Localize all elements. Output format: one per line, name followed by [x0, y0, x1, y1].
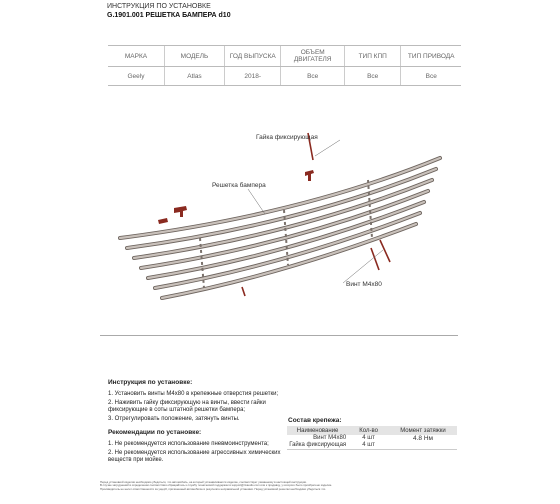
spec-cell-brand: Geely: [108, 67, 164, 86]
fastener-qty: 4 шт: [362, 435, 375, 441]
spec-cell-model: Atlas: [164, 67, 224, 86]
fine-print: [100, 481, 458, 491]
fine-print-line: Производитель не несет ответственности за ущерб, причиненный автомобилю в результате неправильной установки. Перед установкой решетки необходимо убедиться что: [100, 486, 326, 491]
fine-print-line: Перед установкой изделия необходимо убедиться, что автомобиль, на который устанавливается изделие, соответствует указанному в настоящей инструкции.: [100, 480, 307, 484]
document-header: [107, 2, 231, 20]
table-row: [287, 442, 457, 450]
screw-bottom-right: [371, 240, 390, 270]
fastener-name: Винт М4х80: [313, 435, 347, 441]
vehicle-spec-table: [108, 45, 461, 86]
bracket-top-right: [305, 170, 314, 181]
fasteners-header-torque: Момент затяжки: [389, 426, 457, 435]
spec-header-brand: МАРКА: [108, 46, 164, 67]
bracket-left: [174, 206, 187, 217]
fastener-name: Гайка фиксирующая: [287, 442, 348, 450]
table-row: [287, 435, 457, 442]
grille-bar-face: [120, 158, 440, 238]
fastener-qty: 4 шт: [348, 442, 389, 450]
grille-bar-face: [155, 213, 420, 288]
header-title: G.1901.001 РЕШЕТКА БАМПЕРА d10: [107, 12, 231, 19]
fasteners-title: Состав крепежа:: [288, 417, 342, 424]
spec-header-model: МОДЕЛЬ: [164, 46, 224, 67]
instructions-block: [108, 379, 288, 466]
spec-row: [108, 67, 461, 86]
spec-header-gearbox: ТИП КПП: [344, 46, 400, 67]
spec-cell-year: 2018-: [224, 67, 280, 86]
instruction-step: 3. Отрегулировать положение, затянуть винты.: [108, 415, 240, 422]
recommendation-item: 2. Не рекомендуется использование агрессивных химических веществ при мойке.: [108, 449, 281, 464]
fine-print-line: В случае затруднений в определении соответствия обращайтесь к службу технической поддержки в support@rivaudio.com или к продавцу, у которого было приобретено изделие.: [100, 483, 333, 488]
fasteners-header-row: [287, 426, 457, 435]
fasteners-table: [287, 426, 457, 450]
fasteners-header-qty: Кол-во: [348, 426, 389, 435]
label-grille: Решетка бампера: [212, 182, 266, 189]
recommendation-item: 1. Не рекомендуется использование пневмоинструмента;: [108, 441, 269, 448]
instruction-step: 1. Установить винты М4х80 в крепежные отверстия решетки;: [108, 391, 279, 398]
instructions-title: Инструкция по установке:: [108, 379, 193, 386]
recommendations-title: Рекомендации по установке:: [108, 429, 202, 437]
grille-drawing: [100, 120, 460, 325]
spec-header-year: ГОД ВЫПУСКА: [224, 46, 280, 67]
spec-cell-drive: Все: [401, 67, 461, 86]
label-screw: Винт М4х80: [346, 281, 382, 288]
bracket-left-lower: [158, 218, 168, 224]
spec-header-engine: ОБЪЕМ ДВИГАТЕЛЯ: [281, 46, 345, 67]
spec-cell-engine: Все: [281, 67, 345, 86]
instruction-step: 2. Наживить гайку фиксирующую на винты, ввести гайки фиксирующие в соты штатной решетки бампера;: [108, 399, 266, 414]
grille-bar: [155, 213, 420, 288]
fastener-torque: 4.8 Нм: [412, 435, 433, 442]
header-subtitle: ИНСТРУКЦИЯ ПО УСТАНОВКЕ: [107, 3, 211, 10]
spec-header-row: [108, 46, 461, 67]
leader-grille: [248, 189, 265, 214]
fastener-torque: [389, 442, 457, 450]
grille-bar: [120, 158, 440, 238]
label-nut: Гайка фиксирующая: [256, 134, 318, 141]
leader-nut: [315, 140, 340, 156]
spec-cell-gearbox: Все: [344, 67, 400, 86]
screw-bottom: [242, 287, 245, 296]
spec-header-drive: ТИП ПРИВОДА: [401, 46, 461, 67]
fasteners-header-name: Наименование: [287, 426, 348, 435]
grille-diagram: [100, 120, 460, 325]
